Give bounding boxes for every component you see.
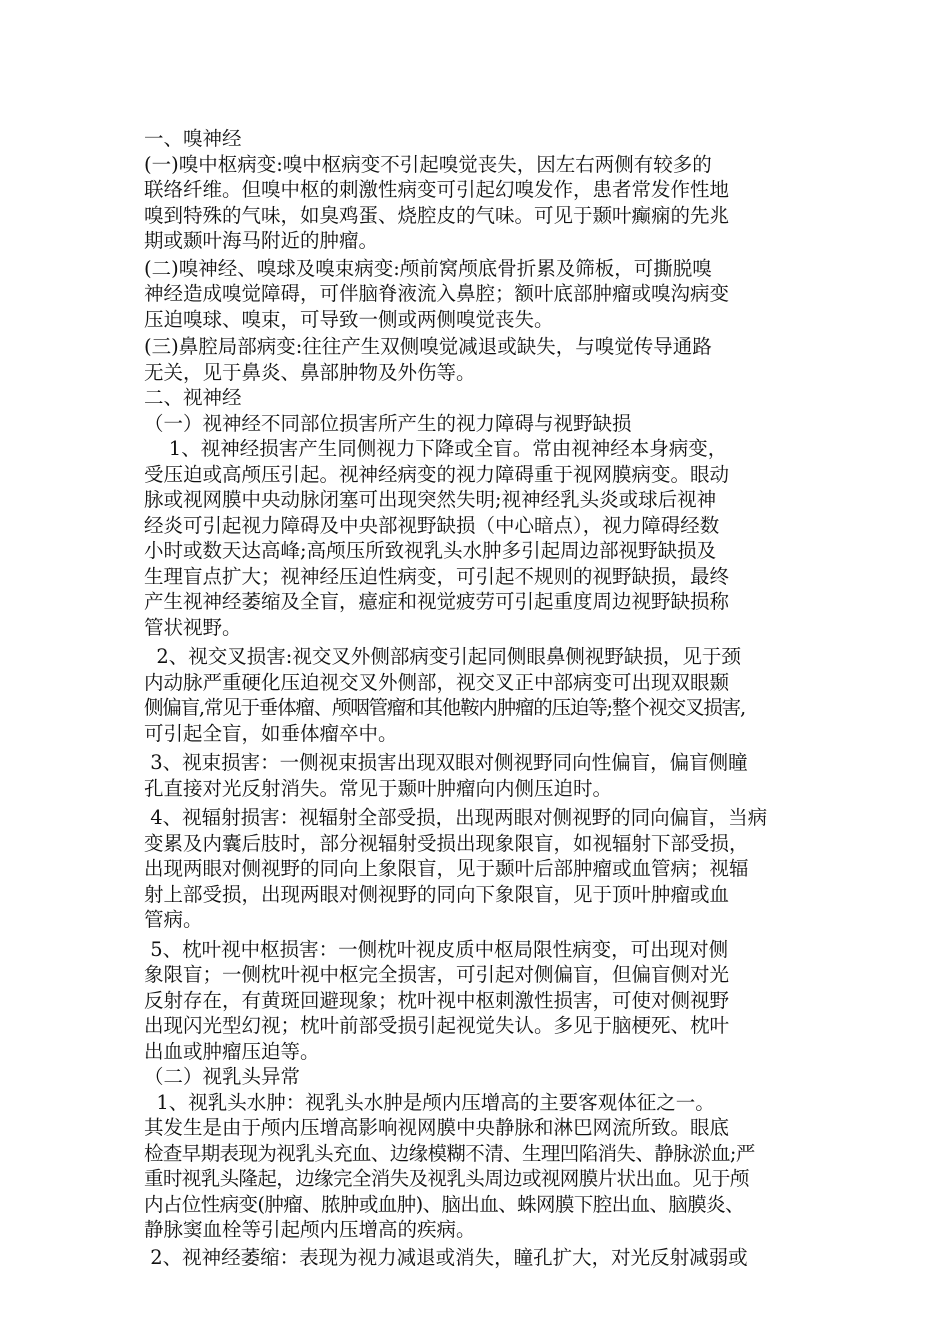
text-line: 3、视束损害：一侧视束损害出现双眼对侧视野同向性偏盲，偏盲侧瞳 — [144, 751, 748, 774]
text-line: 管状视野。 — [144, 615, 242, 639]
text-line: 5、枕叶视中枢损害：一侧枕叶视皮质中枢局限性病变，可出现对侧 — [144, 937, 729, 961]
text-line: 变累及内囊后肢时，部分视辐射受损出现象限盲，如视辐射下部受损， — [144, 831, 749, 855]
text-line: 期或颞叶海马附近的肿瘤。 — [144, 229, 379, 252]
document-body — [144, 126, 806, 1270]
text-line: 出现两眼对侧视野的同向上象限盲，见于颞叶后部肿瘤或血管病；视辐 — [144, 857, 749, 880]
text-line: 生理盲点扩大；视神经压迫性病变，可引起不规则的视野缺损，最终 — [144, 564, 730, 588]
subheading: （一）视神经不同部位损害所产生的视力障碍与视野缺损 — [144, 411, 632, 435]
text-line: 压迫嗅球、嗅束，可导致一侧或两侧嗅觉丧失。 — [144, 307, 554, 331]
text-line: 侧偏盲,常见于垂体瘤、颅咽管瘤和其他鞍内肿瘤的压迫等;整个视交叉损害, — [144, 696, 745, 719]
text-line: 管病。 — [144, 908, 203, 931]
text-line: 受压迫或高颅压引起。视神经病变的视力障碍重于视网膜病变。眼动 — [144, 462, 730, 486]
text-line: 内动脉严重硬化压迫视交叉外侧部，视交叉正中部病变可出现双眼颞 — [144, 670, 730, 694]
text-line: 出血或肿瘤压迫等。 — [144, 1039, 320, 1063]
text-line: 嗅到特殊的气味，如臭鸡蛋、烧腔皮的气味。可见于颞叶癫痫的先兆 — [144, 203, 730, 227]
text-line: 重时视乳头隆起，边缘完全消失及视乳头周边或视网膜片状出血。见于颅 — [144, 1167, 749, 1190]
text-line: 其发生是由于颅内压增高影响视网膜中央静脉和淋巴网流所致。眼底 — [144, 1116, 730, 1139]
subheading: （二）视乳头异常 — [144, 1065, 301, 1088]
text-line: 反射存在，有黄斑回避现象；枕叶视中枢刺激性损害，可使对侧视野 — [144, 988, 730, 1012]
text-line: 小时或数天达高峰;高颅压所致视乳头水肿多引起周边部视野缺损及 — [144, 539, 717, 562]
text-line: 可引起全盲，如垂体瘤卒中。 — [144, 721, 398, 745]
text-line: 2、视神经萎缩：表现为视力减退或消失，瞳孔扩大，对光反射减弱或 — [144, 1245, 748, 1269]
text-line: 射上部受损，出现两眼对侧视野的同向下象限盲，见于顶叶肿瘤或血 — [144, 882, 730, 906]
text-line: 内占位性病变(肿瘤、脓肿或血肿)、脑出血、蛛网膜下腔出血、脑膜炎、 — [144, 1192, 744, 1216]
text-line: 产生视神经萎缩及全盲，癔症和视觉疲劳可引起重度周边视野缺损称 — [144, 590, 730, 613]
text-line: 2、视交叉损害:视交叉外侧部病变引起同侧眼鼻侧视野缺损，见于颈 — [144, 645, 741, 668]
text-line: 检查早期表现为视乳头充血、边缘模糊不清、生理凹陷消失、静脉淤血;严 — [144, 1141, 755, 1165]
text-line: 联络纤维。但嗅中枢的刺激性病变可引起幻嗅发作，患者常发作性地 — [144, 178, 730, 201]
heading-optic-nerve: 二、视神经 — [144, 386, 242, 409]
text-line: 神经造成嗅觉障碍，可伴脑脊液流入鼻腔；额叶底部肿瘤或嗅沟病变 — [144, 282, 730, 305]
text-line: 4、视辐射损害：视辐射全部受损，出现两眼对侧视野的同向偏盲，当病 — [144, 806, 768, 829]
text-line: 1、视乳头水肿：视乳头水肿是颅内压增高的主要客观体征之一。 — [144, 1090, 715, 1114]
text-line: 经炎可引起视力障碍及中央部视野缺损（中心暗点），视力障碍经数 — [144, 513, 720, 537]
text-line: (三)鼻腔局部病变:往往产生双侧嗅觉减退或缺失，与嗅觉传导通路 — [144, 335, 712, 358]
text-line: 出现闪光型幻视；枕叶前部受损引起视觉失认。多见于脑梗死、枕叶 — [144, 1014, 730, 1037]
text-line: 1、视神经损害产生同侧视力下降或全盲。常由视神经本身病变， — [144, 437, 728, 460]
text-line: 象限盲；一侧枕叶视中枢完全损害，可引起对侧偏盲，但偏盲侧对光 — [144, 963, 730, 986]
text-line: 脉或视网膜中央动脉闭塞可出现突然失明;视神经乳头炎或球后视神 — [144, 488, 717, 511]
text-line: 孔直接对光反射消失。常见于颞叶肿瘤向内侧压迫时。 — [144, 776, 613, 800]
text-line: 静脉窦血栓等引起颅内压增高的疾病。 — [144, 1218, 476, 1241]
heading-olfactory-nerve: 一、嗅神经 — [144, 127, 242, 150]
text-line: (二)嗅神经、嗅球及嗅束病变:颅前窝颅底骨折累及筛板，可撕脱嗅 — [144, 256, 712, 280]
text-line: (一)嗅中枢病变:嗅中枢病变不引起嗅觉丧失，因左右两侧有较多的 — [144, 152, 712, 176]
text-line: 无关，见于鼻炎、鼻部肿物及外伤等。 — [144, 360, 476, 384]
